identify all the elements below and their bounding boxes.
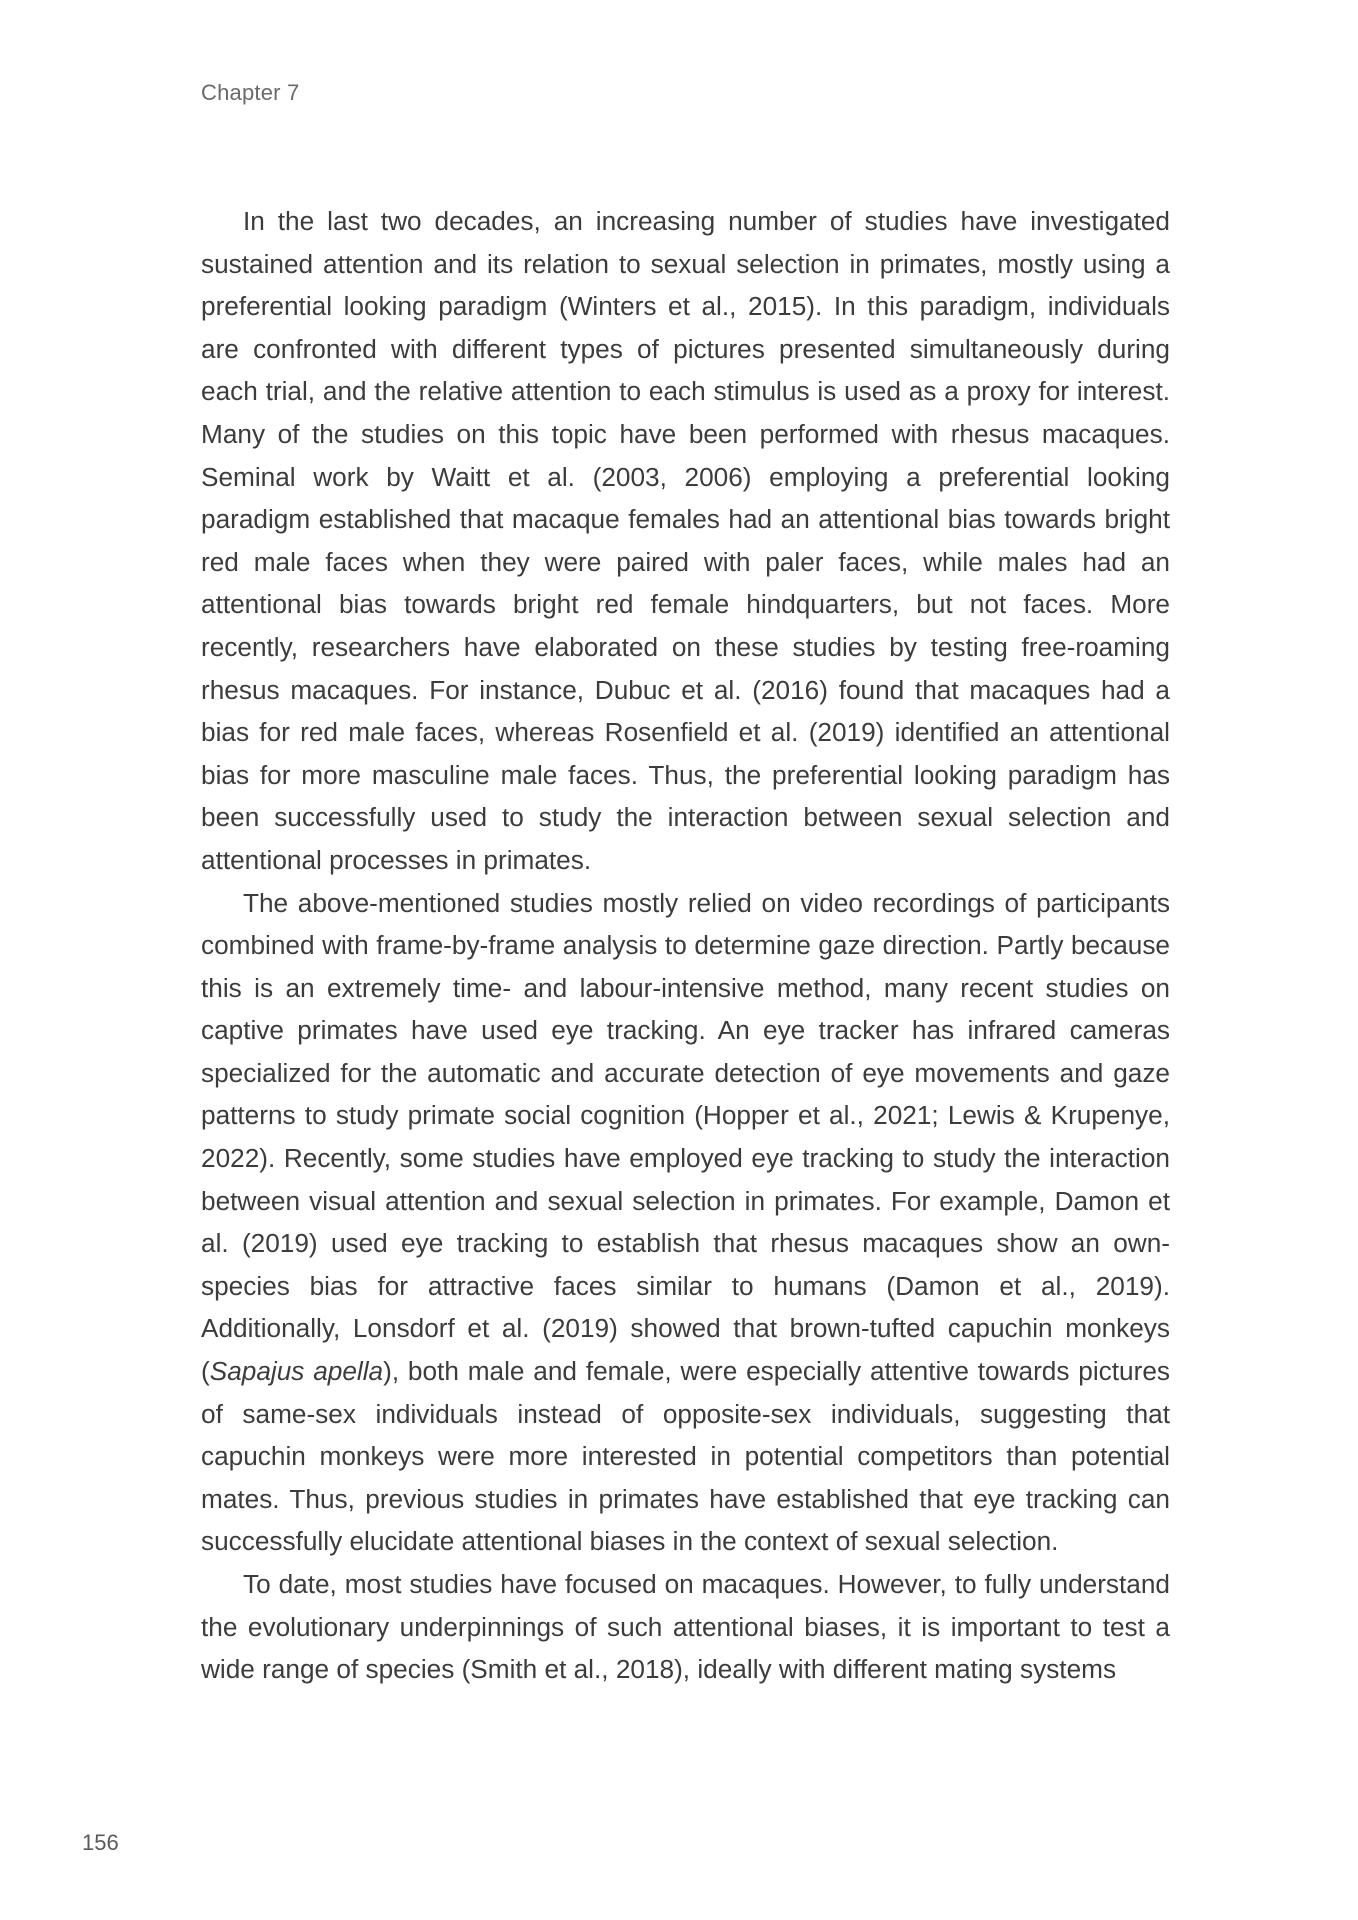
paragraph-2-text-b: ), both male and female, were especially attentive towards pictures of same-sex individuals instead of opposite-sex individuals, suggesting that capuchin monkeys were more interested in potential competitors than potential mates. Thus, previous studies in primates have established that eye tracking can successfully elucidate attentional biases in the context of sexual selection. [201, 1356, 1170, 1557]
paragraph-2-text-a: The above-mentioned studies mostly relied on video recordings of participants combined with frame-by-frame analysis to determine gaze direction. Partly because this is an extremely time- and labour-intensive method, many recent studies on captive primates have used eye tracking. An eye tracker has infrared cameras specialized for the automatic and accurate detection of eye movements and gaze patterns to study primate social cognition (Hopper et al., 2021; Lewis & Krupenye, 2022). Recently, some studies have employed eye tracking to study the interaction between visual attention and sexual selection in primates. For example, Damon et al. (2019) used eye tracking to establish that rhesus macaques show an own-species bias for attractive faces similar to humans (Damon et al., 2019). Additionally, Lonsdorf et al. (2019) showed that brown-tufted capuchin monkeys ( [201, 887, 1170, 1387]
paragraph-1 [201, 200, 1170, 882]
page-number: 156 [82, 1830, 119, 1855]
paragraph-3 [201, 1563, 1170, 1691]
species-name-italic: Sapajus apella [209, 1356, 384, 1387]
paragraph-1-text: In the last two decades, an increasing number of studies have investigated sustained attention and its relation to sexual selection in primates, mostly using a preferential looking paradigm (Winters et al., 2015). In this paradigm, individuals are confronted with different types of pictures presented simultaneously during each trial, and the relative attention to each stimulus is used as a proxy for interest. Many of the studies on this topic have been performed with rhesus macaques. Seminal work by Waitt et al. (2003, 2006) employing a preferential looking paradigm established that macaque females had an attentional bias towards bright red male faces when they were paired with paler faces, while males had an attentional bias towards bright red female hindquarters, but not faces. More recently, researchers have elaborated on these studies by testing free-roaming rhesus macaques. For instance, Dubuc et al. (2016) found that macaques had a bias for red male faces, whereas Rosenfield et al. (2019) identified an attentional bias for more masculine male faces. Thus, the preferential looking paradigm has been successfully used to study the interaction between sexual selection and attentional processes in primates. [201, 206, 1170, 875]
paragraph-2 [201, 882, 1170, 1564]
body-text [201, 200, 1170, 1691]
paragraph-3-text: To date, most studies have focused on macaques. However, to fully understand the evolutionary underpinnings of such attentional biases, it is important to test a wide range of species (Smith et al., 2018), ideally with different mating systems [201, 1569, 1170, 1685]
running-head: Chapter 7 [201, 80, 300, 105]
